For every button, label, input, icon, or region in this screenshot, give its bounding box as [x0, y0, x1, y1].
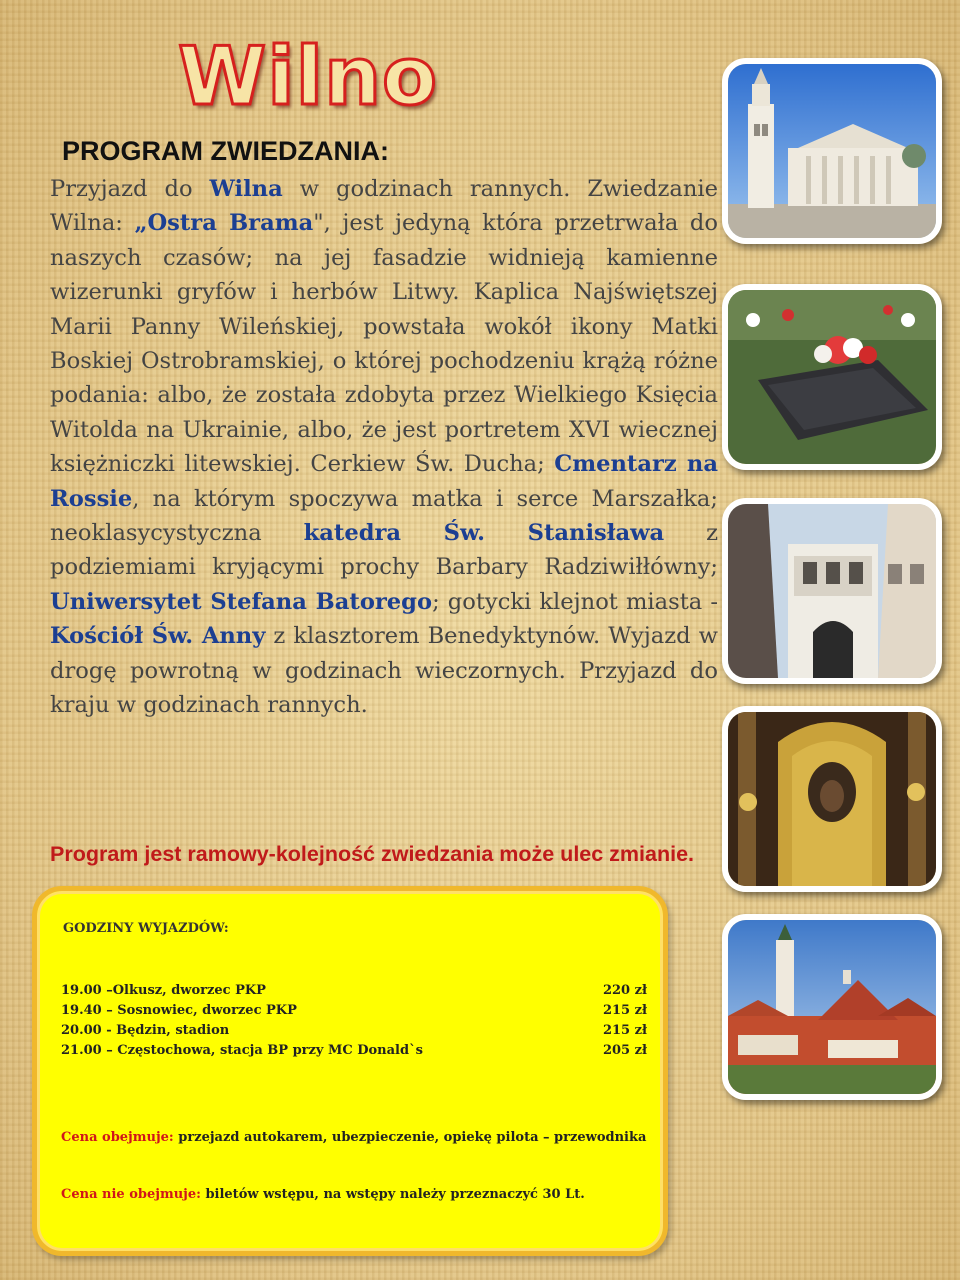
program-text: w godzinach rannych. Zwiedzanie Wilna:: [50, 176, 718, 237]
old-town-image: [728, 920, 936, 1094]
price-excludes: [61, 1187, 585, 1202]
highlight-katedra: katedra Św. Stanisława: [303, 520, 665, 547]
page-title: Wilno: [178, 30, 438, 123]
price-includes: [61, 1130, 646, 1145]
price-includes-label: Cena obejmuje:: [61, 1130, 174, 1145]
departure-row: [61, 1003, 647, 1023]
program-text: ; gotycki klejnot miasta -: [432, 588, 718, 615]
departure-price: 215 zł: [602, 1003, 647, 1018]
highlight-cmentarz: Cmentarz na Rossie: [50, 451, 718, 512]
departures-label: GODZINY WYJAZDÓW:: [63, 921, 229, 936]
departure-price: 220 zł: [602, 983, 647, 998]
departure-place: 19.00 –Olkusz, dworzec PKP: [61, 983, 266, 998]
program-text: ", jest jedyną która przetrwała do naszych czasów; na jej fasadzie widnieją kamienne wizerunki gryfów i herbów Litwy. Kaplica Najświętszej Marii Panny Wileńskiej, powstała wokół ikony Matki Boskiej Ostrobramskiej, o której pochodzeniu krążą różne podania: albo, że została zdobyta przez Wielkiego Księcia Witolda na Ukrainie, albo, że jest portretem XVI wiecznej księżniczki litewskiej. Cerkiew Św. Ducha;: [50, 210, 718, 478]
price-excludes-text: biletów wstępu, na wstępy należy przeznaczyć 30 Lt.: [200, 1187, 585, 1202]
grave-image: [728, 290, 936, 464]
departure-row: [61, 1043, 647, 1063]
photo-cathedral: [722, 58, 942, 244]
departure-price: 205 zł: [602, 1043, 647, 1058]
departure-row: [61, 1023, 647, 1043]
program-text: Przyjazd do: [50, 176, 210, 202]
cathedral-image: [728, 64, 936, 238]
highlight-ostra-brama: „Ostra Brama: [134, 210, 314, 237]
program-text: , na którym spoczywa matka i serce Marszałka; neoklasycystyczna: [50, 485, 718, 547]
departures-schedule: [61, 983, 647, 1063]
departure-row: [61, 983, 647, 1003]
departures-box: [32, 886, 668, 1256]
departure-place: 19.40 – Sosnowiec, dworzec PKP: [61, 1003, 297, 1018]
gate-image: [728, 504, 936, 678]
program-description: [50, 172, 718, 723]
photo-gate-of-dawn: [722, 498, 942, 684]
icon-image: [728, 712, 936, 886]
highlight-uniwersytet: Uniwersytet Stefana Batorego: [50, 588, 433, 615]
highlight-wilna: Wilna: [209, 176, 283, 202]
highlight-kosciol: Kościół Św. Anny: [50, 623, 266, 650]
departure-place: 20.00 - Będzin, stadion: [61, 1023, 230, 1038]
departure-price: 215 zł: [602, 1023, 647, 1038]
photo-old-town: [722, 914, 942, 1100]
program-text: z podziemiami kryjącymi prochy Barbary Radziwiłłówny;: [50, 520, 718, 581]
program-note: Program jest ramowy-kolejność zwiedzania może ulec zmianie.: [50, 842, 695, 866]
price-excludes-label: Cena nie obejmuje:: [61, 1187, 201, 1202]
program-text: z klasztorem Benedyktynów. Wyjazd w drogę powrotną w godzinach wieczornych. Przyjazd do kraju w godzinach rannych.: [50, 623, 718, 719]
departure-place: 21.00 – Częstochowa, stacja BP przy MC Donald`s: [61, 1043, 423, 1058]
price-includes-text: przejazd autokarem, ubezpieczenie, opiekę pilota – przewodnika: [173, 1130, 647, 1145]
program-heading: PROGRAM ZWIEDZANIA:: [62, 136, 389, 166]
photo-grave: [722, 284, 942, 470]
photo-icon-madonna: [722, 706, 942, 892]
